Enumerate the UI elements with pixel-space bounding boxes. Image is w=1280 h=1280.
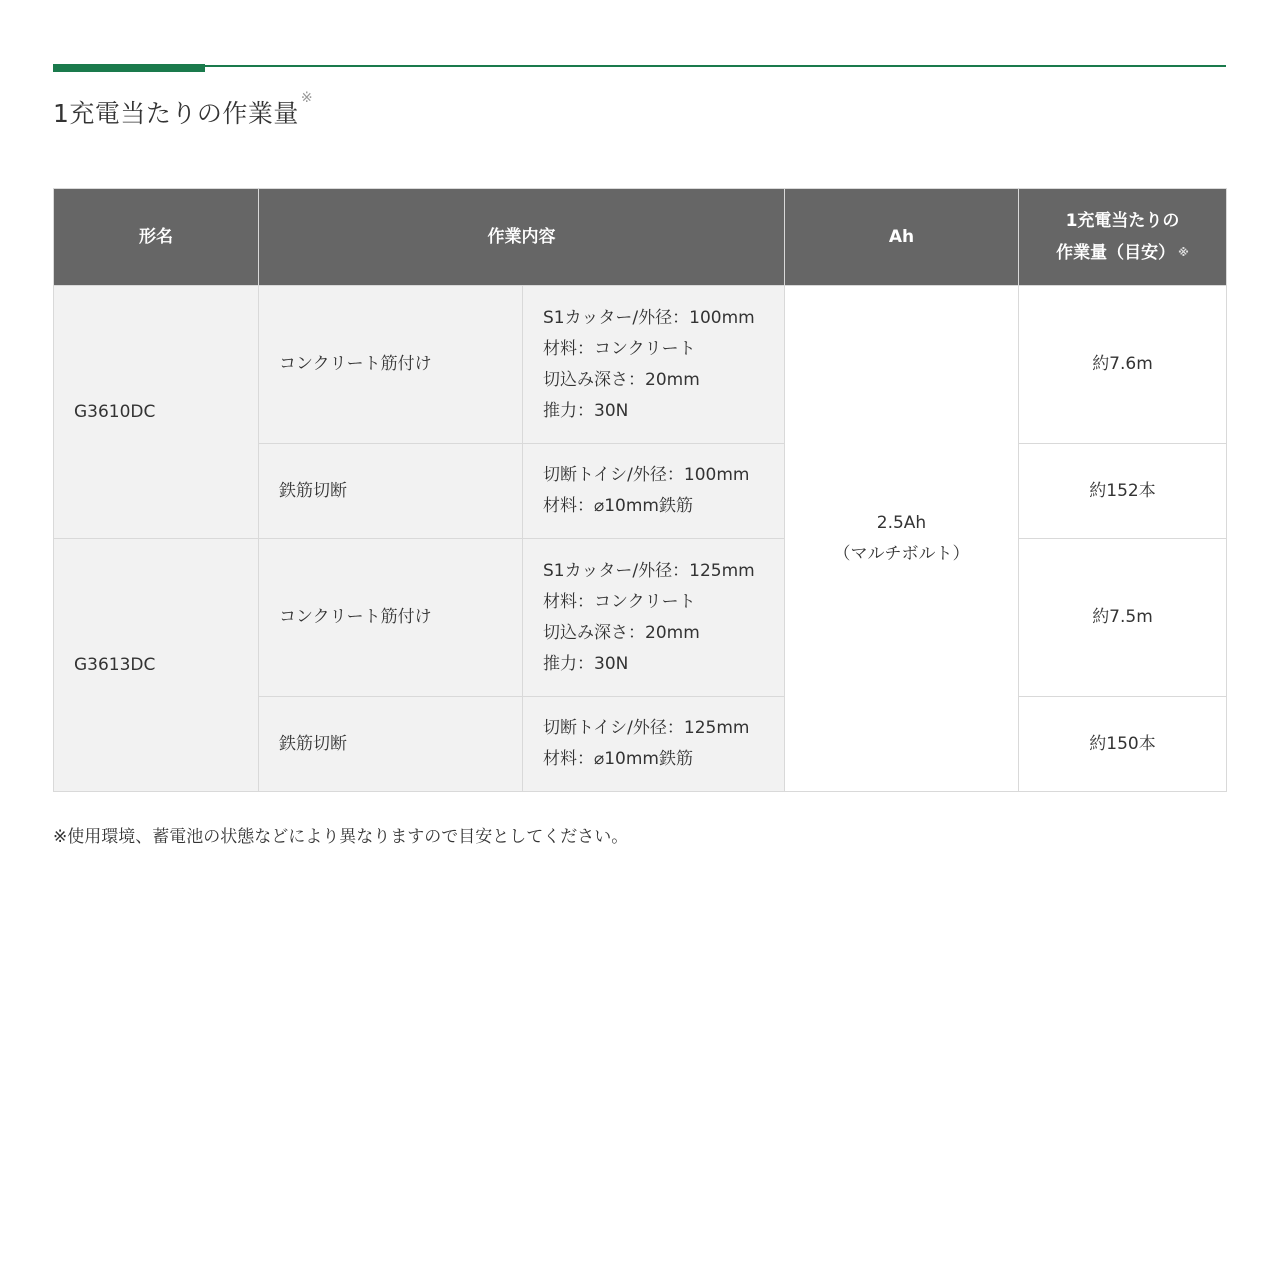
condition-line: 材料：コンクリート [543,338,696,359]
model-cell: G3613DC [54,539,259,792]
footnote: ※使用環境、蓄電池の状態などにより異なりますので目安としてください。 [53,827,629,847]
condition-line: 材料：コンクリート [543,591,696,612]
header-amount-line2-text: 作業量（目安） [1056,243,1176,263]
conditions-cell [523,444,785,539]
amount-cell: 約150本 [1019,697,1227,792]
conditions-cell [523,539,785,697]
ah-value: 2.5Ah [876,512,927,533]
task-cell: 鉄筋切断 [259,444,523,539]
work-amount-table [53,188,1227,792]
condition-line: S1カッター/外径：100mm [543,307,755,328]
page-title-note-mark: ※ [300,90,314,106]
table-row [54,539,1227,697]
header-amount-line2 [1025,237,1220,269]
section-divider [53,65,1226,67]
amount-cell: 約152本 [1019,444,1227,539]
conditions-cell [523,697,785,792]
section-divider-accent [53,64,205,72]
amount-cell: 約7.6m [1019,286,1227,444]
page-title [53,90,314,130]
condition-line: 切断トイシ/外径：125mm [543,718,750,738]
header-model: 形名 [54,189,259,286]
amount-cell: 約7.5m [1019,539,1227,697]
condition-line: 材料：⌀10mm鉄筋 [543,496,693,516]
header-work: 作業内容 [259,189,785,286]
condition-line: 材料：⌀10mm鉄筋 [543,749,693,769]
conditions-cell [523,286,785,444]
header-amount-line1: 1充電当たりの [1065,211,1180,231]
ah-cell [785,286,1019,792]
page-title-text: 1充電当たりの作業量 [53,99,299,128]
condition-line: 推力：30N [543,653,629,674]
condition-line: 切断トイシ/外径：100mm [543,465,750,485]
header-ah: Ah [785,189,1019,286]
table-header-row [54,189,1227,286]
task-cell: 鉄筋切断 [259,697,523,792]
condition-line: 切込み深さ：20mm [543,369,700,390]
condition-line: 切込み深さ：20mm [543,622,700,643]
task-cell: コンクリート筋付け [259,539,523,697]
header-amount-mark: ※ [1178,246,1189,259]
ah-note: （マルチボルト） [833,543,970,564]
task-cell: コンクリート筋付け [259,286,523,444]
condition-line: 推力：30N [543,400,629,421]
condition-line: S1カッター/外径：125mm [543,560,755,581]
model-cell: G3610DC [54,286,259,539]
table-row [54,286,1227,444]
header-amount [1019,189,1227,286]
